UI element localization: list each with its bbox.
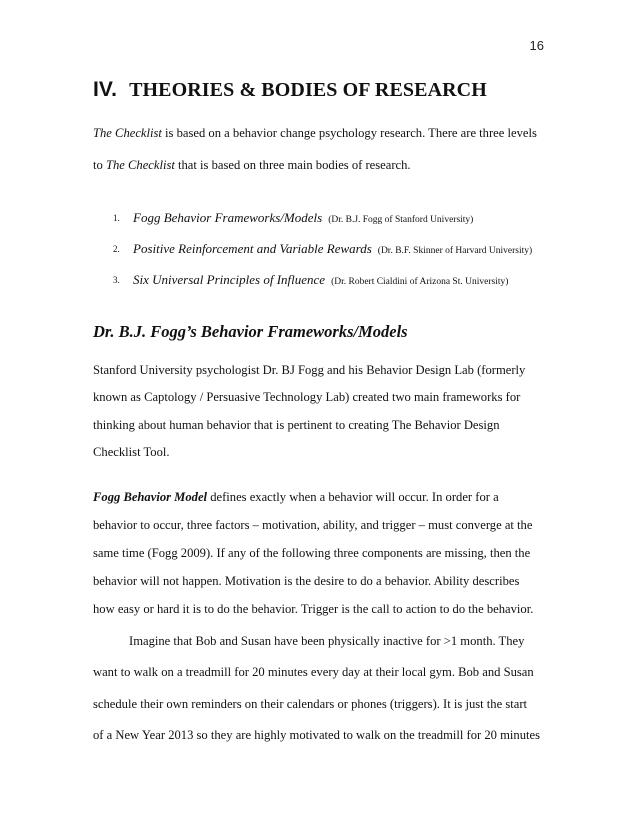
list-number: 2. xyxy=(113,244,120,254)
section-number: IV. xyxy=(93,78,118,101)
paragraph-line: behavior will not happen. Motivation is the desire to do a behavior. Ability describes xyxy=(93,574,520,588)
list-title: Positive Reinforcement and Variable Rewards xyxy=(133,241,372,256)
list-number: 3. xyxy=(113,275,120,285)
intro-line-1 xyxy=(93,125,537,141)
list-credit: (Dr. B.F. Skinner of Harvard University) xyxy=(377,246,533,256)
paragraph-line: same time (Fogg 2009). If any of the following three components are missing, then the xyxy=(93,546,531,560)
paragraph-line: behavior to occur, three factors – motivation, ability, and trigger – must converge at the xyxy=(93,518,533,532)
list-item xyxy=(113,241,532,259)
list-number: 1. xyxy=(113,213,120,223)
intro-text: that is based on three main bodies of research. xyxy=(174,158,411,172)
page-number: 16 xyxy=(529,38,544,53)
section-title: THEORIES & BODIES OF RESEARCH xyxy=(129,79,487,101)
intro-text: is based on a behavior change psychology research. There are three levels xyxy=(161,126,537,140)
list-item xyxy=(113,272,508,290)
paragraph-text: defines exactly when a behavior will occur. In order for a xyxy=(207,490,499,504)
fogg-model-term: Fogg Behavior Model xyxy=(93,490,208,504)
paragraph-line: Stanford University psychologist Dr. BJ Fogg and his Behavior Design Lab (formerly xyxy=(93,363,526,377)
intro-text: to xyxy=(93,158,106,172)
section-heading xyxy=(93,78,487,102)
list-item xyxy=(113,210,473,228)
checklist-title-ref: The Checklist xyxy=(93,126,162,140)
list-title: Six Universal Principles of Influence xyxy=(133,272,326,287)
paragraph-line: thinking about human behavior that is pertinent to creating The Behavior Design xyxy=(93,418,500,432)
paragraph-line: want to walk on a treadmill for 20 minutes every day at their local gym. Bob and Susan xyxy=(93,665,534,679)
subsection-heading: Dr. B.J. Fogg’s Behavior Frameworks/Models xyxy=(93,322,408,341)
paragraph-line: schedule their own reminders on their calendars or phones (triggers). It is just the start xyxy=(93,697,528,711)
paragraph-line: Checklist Tool. xyxy=(93,445,170,459)
paragraph-line: of a New Year 2013 so they are highly motivated to walk on the treadmill for 20 minutes xyxy=(93,728,540,742)
paragraph-line: Imagine that Bob and Susan have been physically inactive for >1 month. They xyxy=(129,634,525,648)
intro-line-2 xyxy=(93,157,411,173)
list-credit: (Dr. Robert Cialdini of Arizona St. University) xyxy=(331,277,509,287)
paragraph-line xyxy=(93,489,499,505)
list-title: Fogg Behavior Frameworks/Models xyxy=(133,210,323,225)
paragraph-line: known as Captology / Persuasive Technology Lab) created two main frameworks for xyxy=(93,390,521,404)
list-credit: (Dr. B.J. Fogg of Stanford University) xyxy=(328,215,474,225)
checklist-title-ref: The Checklist xyxy=(105,158,175,172)
paragraph-line: how easy or hard it is to do the behavior. Trigger is the call to action to do the behavior. xyxy=(93,602,534,616)
